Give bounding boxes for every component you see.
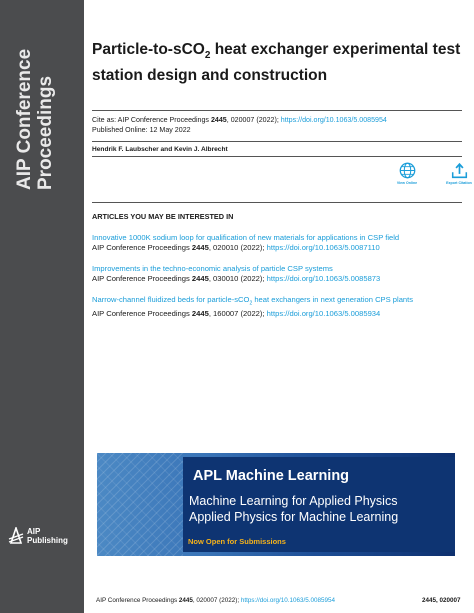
related-article-2-doi[interactable]: https://doi.org/10.1063/5.0085873 — [266, 274, 381, 283]
related-article-2-title[interactable]: Improvements in the techno-economic analysis of particle CSP systems — [92, 264, 333, 273]
view-online-label: View Online — [396, 181, 418, 185]
related-article-1-doi[interactable]: https://doi.org/10.1063/5.0087110 — [266, 243, 380, 252]
footer-citation: AIP Conference Proceedings 2445, 020007 (2022); https://doi.org/10.1063/5.0085954 — [96, 597, 336, 604]
banner-text-panel — [183, 457, 455, 552]
published-date: Published Online: 12 May 2022 — [92, 125, 191, 134]
sidebar — [0, 0, 84, 613]
related-article-1: Innovative 1000K sodium loop for qualification of new materials for applications in CSP field AIP Conference Proceedings 2445, 020010 (2022); https://doi.org/10.1063/5.0087110 — [92, 233, 462, 253]
footer-page-number: 2445, 020007 — [422, 597, 461, 604]
divider-top — [92, 110, 462, 111]
banner-title: APL Machine Learning — [193, 468, 350, 484]
export-icon — [451, 162, 468, 179]
related-heading: ARTICLES YOU MAY BE INTERESTED IN — [92, 212, 234, 221]
article-title: Particle-to-sCO$_2$ heat exchanger experimental test station design and construction — [92, 41, 461, 85]
export-citation-label: Export Citation — [446, 181, 472, 185]
export-citation-button[interactable] — [444, 162, 474, 185]
related-article-3-doi[interactable]: https://doi.org/10.1063/5.0085934 — [266, 308, 381, 318]
advertisement-banner[interactable] — [97, 453, 455, 556]
view-online-button[interactable] — [392, 162, 422, 185]
authors: Hendrik F. Laubscher and Kevin J. Albrecht — [92, 146, 228, 153]
related-article-3-title[interactable]: Narrow-channel fluidized beds for particle-sCO$_2$ heat exchangers in next generation CPS plants — [92, 295, 414, 307]
banner-graphic — [97, 453, 183, 556]
divider-related — [92, 202, 462, 203]
divider-authors-top — [92, 141, 462, 142]
banner-line-2: Applied Physics for Machine Learning — [189, 510, 399, 524]
footer-doi-link[interactable]: https://doi.org/10.1063/5.0085954 — [240, 597, 336, 604]
aip-logo-icon — [8, 527, 24, 545]
divider-authors-bottom — [92, 156, 462, 157]
article-doi-link[interactable]: https://doi.org/10.1063/5.0085954 — [280, 116, 387, 124]
publisher-line1: AIP — [27, 527, 41, 536]
publisher-line2: Publishing — [27, 536, 68, 545]
related-article-1-title[interactable]: Innovative 1000K sodium loop for qualification of new materials for applications in CSP field — [92, 233, 400, 242]
banner-line-1: Machine Learning for Applied Physics — [189, 494, 398, 508]
banner-cta[interactable]: Now Open for Submissions — [188, 537, 286, 546]
related-article-3: Narrow-channel fluidized beds for particle-sCO$_2$ heat exchangers in next generation CPS plants AIP Conference Proceedings 2445, 160007 (2022); https://doi.org/10.1063/5.0085934 — [92, 295, 462, 319]
related-article-2: Improvements in the techno-economic analysis of particle CSP systems AIP Conference Proceedings 2445, 030010 (2022); https://doi.org/10.1063/5.0085873 — [92, 264, 462, 284]
article-actions — [392, 162, 474, 185]
publisher-logo[interactable] — [8, 527, 68, 545]
series-title-line1: AIP Conference — [14, 48, 35, 190]
series-title-line2: Proceedings — [35, 75, 56, 190]
globe-icon — [399, 162, 416, 179]
citation: Cite as: AIP Conference Proceedings 2445, 020007 (2022); https://doi.org/10.1063/5.0085954 Published Online: 12 May 2022 — [92, 116, 387, 134]
series-title — [14, 0, 56, 190]
